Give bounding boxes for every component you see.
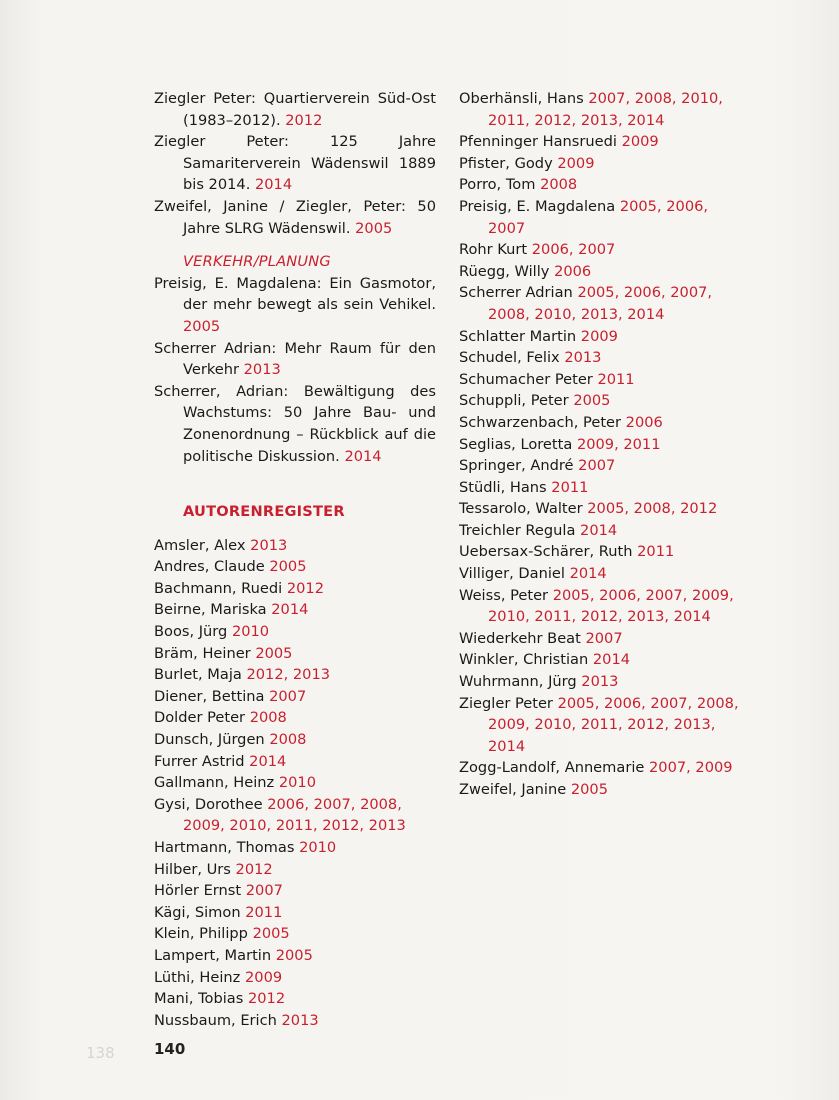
index-entry [459, 541, 743, 563]
index-entry [154, 923, 436, 945]
index-entry [459, 412, 743, 434]
entry-text: Zogg-Landolf, Annemarie [459, 759, 645, 777]
entry-years: 2009 [557, 154, 595, 172]
index-entry [154, 967, 436, 989]
index-entry [154, 88, 436, 131]
entry-years: 2008 [269, 731, 307, 749]
entry-years: 2010 [299, 839, 337, 856]
entry-text: Winkler, Christian [459, 651, 589, 669]
index-entry [459, 779, 743, 801]
entry-text: Hartmann, Thomas [154, 839, 295, 856]
verkehr-entries [154, 273, 436, 467]
entry-text: Nussbaum, Erich [154, 1011, 277, 1029]
entry-text: Ziegler Peter: 125 Jahre Samariterverein Wädenswil 1889 bis 2014. [154, 133, 436, 194]
entry-years: 2006 [554, 262, 592, 280]
entry-text: Ziegler Peter: Quartierverein Süd-Ost (1983–2012). [154, 90, 436, 129]
entry-years: 2012 [247, 990, 286, 1008]
entry-years: 2005, 2008, 2012 [587, 500, 718, 518]
index-entry [154, 664, 436, 686]
entry-text: Ziegler Peter [459, 694, 553, 712]
entry-text: Burlet, Maja [154, 666, 242, 684]
entry-text: Schumacher Peter [459, 370, 593, 388]
entry-years: 2011 [551, 478, 589, 496]
index-entry [154, 131, 436, 196]
entry-text: Rohr Kurt [459, 241, 528, 259]
entry-text: Rüegg, Willy [459, 262, 550, 280]
index-entry [459, 239, 743, 261]
entry-text: Schlatter Martin [459, 327, 577, 345]
entry-years: 2005 [355, 219, 393, 237]
entry-text: Springer, André [459, 457, 574, 475]
entry-text: Beirne, Mariska [154, 601, 267, 619]
entry-years: 2007, 2009 [649, 759, 733, 777]
entry-text: Treichler Regula [459, 521, 576, 539]
entry-years: 2011 [637, 543, 675, 561]
entry-years: 2014 [592, 651, 631, 669]
entry-text: Bräm, Heiner [154, 644, 251, 662]
entry-years: 2005 [275, 946, 313, 964]
entry-text: Preisig, E. Magdalena [459, 197, 616, 215]
left-column [154, 88, 436, 1031]
index-entry [154, 902, 436, 924]
entry-text: Pfister, Gody [459, 154, 553, 172]
right-entries [459, 88, 743, 801]
entry-years: 2014 [580, 521, 618, 539]
entry-years: 2005 [183, 317, 221, 335]
entry-years: 2014 [569, 565, 607, 583]
index-entry [459, 153, 743, 175]
index-entry [154, 751, 436, 773]
entry-years: 2007 [269, 687, 307, 705]
entry-text: Pfenninger Hansruedi [459, 133, 617, 151]
entry-years: 2011 [597, 370, 635, 388]
index-entry [154, 880, 436, 902]
entry-years: 2007, 2008, 2010, 2011, 2012, 2013, 2014 [488, 90, 723, 129]
entry-text: Zweifel, Janine / Ziegler, Peter: 50 Jahre SLRG Wädenswil. [154, 197, 436, 237]
index-entry [154, 794, 436, 837]
entry-text: Schudel, Felix [459, 349, 560, 367]
entry-text: Scherrer Adrian: Mehr Raum für den Verkehr [154, 339, 436, 379]
index-entry [459, 326, 743, 348]
entry-years: 2012, 2013 [246, 666, 331, 684]
entry-text: Dunsch, Jürgen [154, 731, 265, 749]
entry-years: 2006, 2007 [531, 241, 616, 259]
entry-text: Oberhänsli, Hans [459, 90, 584, 107]
entry-text: Amsler, Alex [154, 536, 246, 554]
entry-years: 2013 [581, 673, 619, 691]
page-number: 140 [154, 1040, 186, 1058]
entry-text: Gysi, Dorothee [154, 795, 263, 813]
entry-text: Lampert, Martin [154, 946, 272, 964]
entry-years: 2008 [540, 176, 578, 194]
entry-text: Seglias, Loretta [459, 435, 573, 453]
index-entry [459, 585, 743, 628]
index-entry [459, 477, 743, 499]
index-entry [459, 174, 743, 196]
entry-years: 2013 [281, 1011, 319, 1029]
bleed-through-text: 138 [86, 1044, 115, 1062]
entry-years: 2005 [269, 558, 307, 576]
entry-years: 2007 [578, 457, 616, 475]
entry-text: Scherrer, Adrian: Bewältigung des Wachstums: 50 Jahre Bau- und Zonenordnung – Rückblick auf die politische Diskussion. [154, 382, 436, 465]
entry-text: Uebersax-Schärer, Ruth [459, 543, 633, 561]
entry-text: Schwarzenbach, Peter [459, 413, 622, 431]
entry-text: Preisig, E. Magdalena: Ein Gasmotor, der mehr bewegt als sein Vehikel. [154, 274, 436, 314]
index-entry [154, 859, 436, 881]
entry-years: 2014 [254, 176, 293, 194]
entry-text: Andres, Claude [154, 558, 265, 576]
section-heading-verkehr: VERKEHR/PLANUNG [183, 253, 331, 271]
entry-text: Wuhrmann, Jürg [459, 673, 577, 691]
entry-years: 2013 [243, 361, 281, 379]
entry-years: 2005 [255, 644, 293, 662]
index-entry [154, 381, 436, 467]
entry-years: 2008 [249, 709, 287, 727]
entry-years: 2011 [245, 903, 283, 921]
index-entry [459, 347, 743, 369]
index-entry [154, 729, 436, 751]
entry-years: 2013 [564, 349, 602, 367]
index-entry [459, 671, 743, 693]
entry-years: 2007 [585, 629, 623, 647]
index-entry [154, 556, 436, 578]
entry-years: 2009 [621, 133, 659, 151]
entry-text: Dolder Peter [154, 709, 246, 727]
index-entry [459, 261, 743, 283]
index-entry [154, 578, 436, 600]
index-entry [459, 757, 743, 779]
entry-text: Scherrer Adrian [459, 284, 573, 302]
index-entry [459, 649, 743, 671]
entry-years: 2014 [344, 447, 382, 465]
index-entry [154, 988, 436, 1010]
entry-years: 2007 [245, 882, 283, 900]
index-entry [459, 628, 743, 650]
index-entry [154, 338, 436, 381]
entry-text: Furrer Astrid [154, 752, 245, 770]
entry-years: 2005, 2006, 2007, 2008, 2009, 2010, 2011, 2012, 2013, 2014 [488, 694, 739, 755]
index-entry [459, 196, 743, 239]
entry-text: Bachmann, Ruedi [154, 579, 283, 597]
index-entry [154, 686, 436, 708]
left-top-entries [154, 88, 436, 239]
entry-text: Porro, Tom [459, 176, 536, 194]
index-entry [459, 390, 743, 412]
index-entry [154, 772, 436, 794]
index-entry [459, 520, 743, 542]
index-entry [154, 196, 436, 239]
index-entry [459, 88, 743, 131]
section-heading-autoren: AUTORENREGISTER [183, 503, 345, 521]
entry-text: Klein, Philipp [154, 925, 248, 943]
index-entry [459, 131, 743, 153]
entry-years: 2014 [271, 601, 309, 619]
entry-text: Hilber, Urs [154, 860, 231, 878]
entry-years: 2013 [250, 536, 288, 554]
entry-text: Wiederkehr Beat [459, 629, 581, 647]
entry-years: 2012 [235, 860, 273, 878]
entry-years: 2005, 2006, 2007 [488, 197, 709, 237]
index-entry [154, 273, 436, 338]
index-entry [154, 643, 436, 665]
entry-years: 2009 [245, 968, 283, 986]
entry-years: 2009 [580, 327, 618, 345]
entry-years: 2005 [570, 781, 608, 798]
index-entry [154, 945, 436, 967]
entry-text: Lüthi, Heinz [154, 968, 241, 986]
entry-text: Gallmann, Heinz [154, 774, 275, 792]
entry-text: Weiss, Peter [459, 586, 549, 604]
entry-years: 2010 [278, 774, 316, 792]
index-entry [459, 369, 743, 391]
index-entry [459, 498, 743, 520]
entry-years: 2005, 2006, 2007, 2008, 2010, 2013, 2014 [488, 284, 713, 323]
entry-text: Tessarolo, Walter [459, 500, 583, 518]
index-entry [154, 1010, 436, 1032]
entry-years: 2005 [252, 925, 290, 943]
entry-years: 2010 [231, 623, 270, 641]
entry-text: Zweifel, Janine [459, 781, 567, 798]
entry-years: 2009, 2011 [576, 435, 661, 453]
autoren-entries [154, 535, 436, 1032]
index-entry [154, 599, 436, 621]
entry-years: 2012 [285, 111, 323, 129]
entry-years: 2006 [625, 413, 663, 431]
index-entry [154, 837, 436, 859]
entry-text: Villiger, Daniel [459, 565, 565, 583]
entry-text: Kägi, Simon [154, 903, 241, 921]
entry-years: 2005 [573, 392, 611, 410]
entry-text: Boos, Jürg [154, 623, 228, 641]
entry-text: Schuppli, Peter [459, 392, 569, 410]
index-entry [154, 621, 436, 643]
entry-years: 2014 [249, 752, 287, 770]
index-entry [459, 563, 743, 585]
entry-years: 2005, 2006, 2007, 2009, 2010, 2011, 2012, 2013, 2014 [488, 586, 734, 626]
entry-years: 2006, 2007, 2008, 2009, 2010, 2011, 2012, 2013 [183, 795, 406, 835]
entry-text: Mani, Tobias [154, 990, 244, 1008]
entry-years: 2012 [286, 579, 324, 597]
index-entry [154, 535, 436, 557]
index-entry [459, 434, 743, 456]
index-entry [459, 693, 743, 758]
index-entry [459, 282, 743, 325]
index-entry [459, 455, 743, 477]
index-entry [154, 707, 436, 729]
entry-text: Hörler Ernst [154, 882, 242, 900]
entry-text: Stüdli, Hans [459, 478, 547, 496]
right-column [459, 88, 743, 801]
entry-text: Diener, Bettina [154, 687, 265, 705]
